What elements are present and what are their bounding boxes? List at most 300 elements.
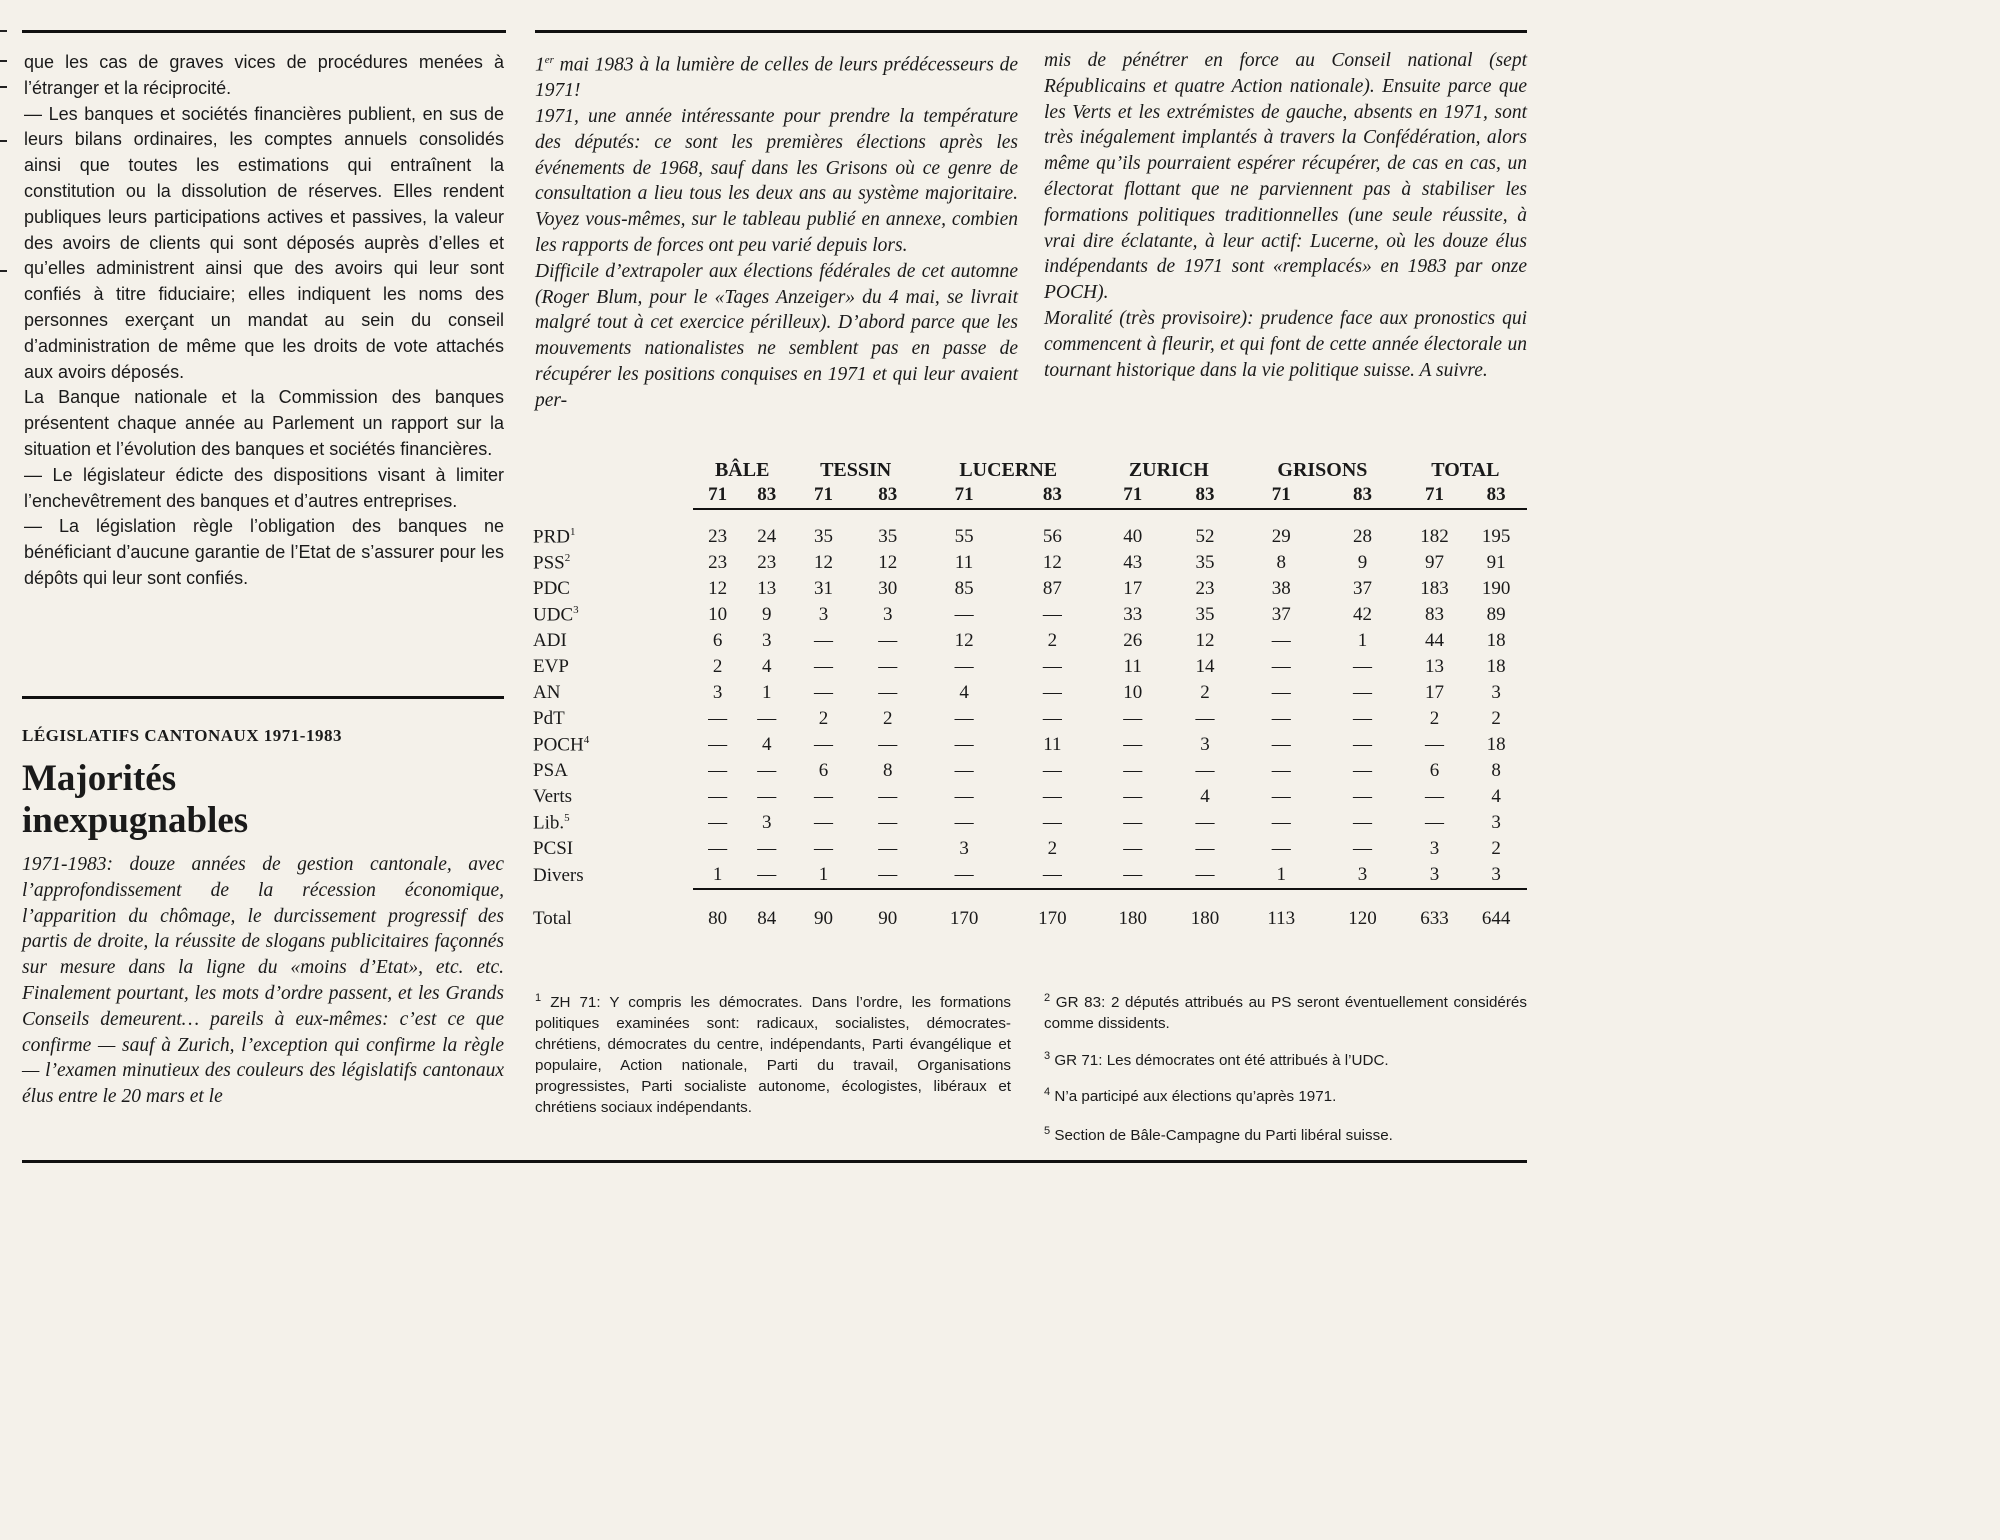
value-cell: 18	[1486, 656, 1506, 677]
value-cell: 11	[954, 552, 974, 573]
party-name: UDC	[533, 604, 574, 626]
middle-paragraph: Difficile d’extrapoler aux élections fédérales de cet automne (Roger Blum, pour le «Tages Anzeiger» du 4 mai, se livrait malgré tout à cet exercice périlleux). D’abord parce que les mouvements nationalistes ne semblent pas en passe de récupérer les positions conquises en 1971 et qui leur avaient per-	[535, 260, 1018, 411]
region-header: TOTAL	[1431, 459, 1500, 481]
value-cell: —	[954, 708, 974, 729]
footnote-text: GR 71: Les démocrates ont été attribués à l’UDC.	[1054, 1052, 1389, 1070]
value-cell: 6	[818, 760, 829, 781]
value-cell: 91	[1486, 552, 1506, 573]
value-cell: 12	[814, 552, 833, 573]
value-cell: 35	[1195, 604, 1215, 625]
value-cell: 87	[1042, 578, 1062, 599]
value-cell: —	[878, 734, 898, 755]
value-cell: —	[1271, 812, 1291, 833]
value-cell: —	[1271, 838, 1291, 859]
party-name: Divers	[533, 864, 584, 886]
party-cell	[533, 576, 693, 602]
left-paragraph: — Les banques et sociétés financières publient, en sus de leurs bilans ordinaires, les comptes annuels consolidés ainsi que toutes les estimations qui entraînent la constitution ou la dissolution de réserves. Elles rendent publiques leurs participations actives et passives, la valeur des avoirs de clients qui sont déposés auprès d’elles et qu’elles administrent ainsi que des avoirs qui leur sont confiés à titre fiduciaire; elles indiquent les noms des personnes exerçant un mandat au sein du conseil d’administration de même que les droits de vote attachés aux avoirs déposés.	[24, 103, 504, 382]
value-cell: 2	[883, 708, 893, 729]
value-cell: 4	[762, 656, 772, 677]
value-cell: 28	[1353, 526, 1373, 547]
value-cell: 3	[762, 812, 772, 833]
value-cell: —	[814, 656, 833, 677]
value-cell: —	[1425, 812, 1444, 833]
spacer-cell	[533, 509, 1527, 524]
year-header: 83	[1465, 482, 1527, 509]
value-cell: 8	[1491, 760, 1501, 781]
right-column	[1044, 48, 1527, 383]
footnote-number: 2	[1044, 992, 1051, 1004]
value-cell: 4	[762, 734, 772, 755]
value-cell: 17	[1123, 578, 1143, 599]
footnote-text: ZH 71: Y compris les démocrates. Dans l’ordre, les formations politiques examinées sont: radicaux, socialistes, démocrates-chrétiens, démocrates du centre, indépendants, Parti évangélique et populaire, Action nationale, Parti du travail, Organisations progressistes, Parti socialiste autonome, écologistes, libéraux et chrétiens sociaux indépendants.	[535, 994, 1011, 1117]
value-cell: 4	[1491, 786, 1501, 807]
margin-mark	[0, 30, 7, 32]
total-cell: 90	[791, 889, 855, 932]
value-cell: 2	[1429, 708, 1440, 729]
year-header: 83	[1321, 482, 1403, 509]
party-name: Verts	[533, 786, 573, 807]
value-cell: 29	[1271, 526, 1291, 547]
value-cell: 85	[954, 578, 974, 599]
table-row	[533, 654, 1527, 680]
value-cell: 89	[1486, 604, 1506, 625]
lead-paragraph: 1971-1983: douze années de gestion cantonale, avec l’approfondissement de la récession économique, l’apparition du chômage, le durcissement progressif des partis de droite, la réussite de slogans publicitaires façonnés sur mesure dans la ligne du «moins d’Etat», etc. etc. Finalement pourtant, les mots d’ordre passent, et les Grands Conseils demeurent… pareils à eux-mêmes: c’est ce que confirme — sauf à Zurich, l’exception qui confirme la règle — l’examen minutieux des couleurs des législatifs cantonaux élus entre le 20 mars et le	[22, 854, 504, 1108]
left-paragraph: que les cas de graves vices de procédures menées à l’étranger et la réciprocité.	[24, 52, 504, 98]
year-header: 83	[856, 482, 920, 509]
value-cell: —	[1042, 708, 1062, 729]
value-cell: —	[1271, 708, 1291, 729]
value-cell: 23	[757, 552, 777, 573]
value-cell: 3	[712, 682, 723, 703]
value-cell: —	[1123, 786, 1143, 807]
value-cell: 42	[1353, 604, 1373, 625]
footnote-text: N’a participé aux élections qu’après 1971.	[1054, 1088, 1337, 1106]
value-cell: 24	[757, 526, 777, 547]
value-cell: 190	[1481, 578, 1511, 599]
value-cell: —	[1042, 760, 1062, 781]
value-cell: 1	[1276, 864, 1286, 885]
value-cell: 195	[1481, 526, 1511, 547]
year-header: 83	[1008, 482, 1096, 509]
value-cell: 52	[1195, 526, 1215, 547]
party-cell	[533, 810, 693, 836]
value-cell: —	[954, 812, 974, 833]
value-cell: 3	[818, 604, 829, 625]
party-name: ADI	[533, 630, 567, 651]
party-name: PSA	[533, 760, 568, 781]
table-row	[533, 628, 1527, 654]
left-column	[24, 50, 504, 592]
table-corner	[533, 482, 693, 509]
value-cell: 55	[954, 526, 974, 547]
party-cell	[533, 836, 693, 862]
value-cell: —	[954, 734, 974, 755]
year-header-row	[533, 482, 1527, 509]
value-cell: —	[1123, 812, 1143, 833]
value-cell: —	[1195, 838, 1215, 859]
value-cell: —	[1042, 682, 1062, 703]
value-cell: —	[757, 760, 777, 781]
party-note: 2	[564, 551, 571, 564]
year-header: 71	[1241, 482, 1321, 509]
value-cell: —	[1195, 812, 1215, 833]
table-corner	[533, 450, 693, 482]
region-header: BÂLE	[714, 459, 770, 481]
value-cell: 38	[1271, 578, 1291, 599]
party-cell	[533, 550, 693, 576]
value-cell: —	[1123, 734, 1143, 755]
value-cell: —	[708, 708, 728, 729]
value-cell: 3	[762, 630, 772, 651]
year-header: 71	[1097, 482, 1169, 509]
value-cell: —	[954, 656, 974, 677]
value-cell: —	[1195, 760, 1215, 781]
region-header: GRISONS	[1277, 459, 1368, 481]
party-name: PCSI	[533, 838, 574, 859]
section-rule	[22, 696, 504, 699]
value-cell: —	[878, 630, 898, 651]
value-cell: 1	[712, 864, 723, 885]
party-name: PSS	[533, 552, 565, 574]
total-cell: 120	[1321, 889, 1403, 932]
results-table	[533, 450, 1527, 932]
value-cell: 13	[757, 578, 777, 599]
date-number: 1	[535, 54, 545, 76]
value-cell: —	[1042, 604, 1062, 625]
value-cell: —	[954, 864, 974, 885]
table-row	[533, 758, 1527, 784]
total-cell: 170	[920, 889, 1008, 932]
margin-mark	[0, 86, 7, 88]
value-cell: —	[1271, 786, 1291, 807]
value-cell: 3	[1491, 682, 1501, 703]
bottom-rule	[22, 1160, 1527, 1163]
value-cell: —	[1123, 760, 1143, 781]
table-row	[533, 810, 1527, 836]
party-cell	[533, 628, 693, 654]
value-cell: —	[708, 786, 728, 807]
value-cell: 4	[959, 682, 969, 703]
footnote-number: 1	[535, 992, 542, 1004]
value-cell: 3	[1491, 812, 1501, 833]
total-cell: 633	[1404, 889, 1466, 932]
value-cell: 12	[1042, 552, 1062, 573]
value-cell: —	[708, 734, 728, 755]
value-cell: 2	[1047, 630, 1058, 651]
value-cell: 35	[878, 526, 898, 547]
value-cell: —	[1425, 734, 1444, 755]
total-row	[533, 889, 1527, 932]
value-cell: —	[1353, 838, 1373, 859]
value-cell: 12	[708, 578, 728, 599]
party-name: PdT	[533, 708, 565, 729]
party-name: Lib.	[533, 812, 565, 834]
value-cell: —	[1123, 864, 1143, 885]
footnote-number: 5	[1044, 1125, 1051, 1138]
table-row	[533, 732, 1527, 758]
value-cell: 12	[1195, 630, 1215, 651]
value-cell: 31	[814, 578, 833, 599]
margin-mark	[0, 140, 7, 142]
value-cell: —	[814, 838, 833, 859]
value-cell: —	[1042, 864, 1062, 885]
value-cell: 182	[1420, 526, 1449, 547]
value-cell: —	[1042, 786, 1062, 807]
middle-paragraph	[535, 48, 1018, 104]
value-cell: —	[954, 760, 974, 781]
value-cell: 40	[1123, 526, 1143, 547]
table-row	[533, 550, 1527, 576]
middle-paragraph: 1971, une année intéressante pour prendre la température des députés: ce sont les premières élections après les événements de 1968, sauf dans les Grisons où ce genre de consultation a lieu tous les deux ans au système majoritaire. Voyez vous-mêmes, sur le tableau publié en annexe, combien les rapports de forces ont peu varié depuis lors.	[535, 106, 1018, 257]
party-cell	[533, 758, 693, 784]
value-cell: —	[708, 760, 728, 781]
value-cell: 23	[708, 526, 728, 547]
value-cell: —	[1271, 734, 1291, 755]
footnotes-right	[1044, 988, 1527, 1146]
footnote	[1044, 1082, 1527, 1107]
value-cell: —	[878, 864, 898, 885]
value-cell: 35	[814, 526, 833, 547]
total-cell: 644	[1465, 889, 1527, 932]
table-row	[533, 524, 1527, 550]
value-cell: —	[1353, 708, 1373, 729]
value-cell: —	[1042, 656, 1062, 677]
value-cell: —	[757, 864, 777, 885]
table-spacer	[533, 509, 1527, 524]
right-paragraph: Moralité (très provisoire): prudence face aux pronostics qui commencent à fleurir, et qui font de cette année électorale un tournant historique dans la vie politique suisse. A suivre.	[1044, 307, 1527, 381]
right-paragraph: mis de pénétrer en force au Conseil national (sept Républicains et quatre Action nationale). Ensuite parce que les Verts et les extrémistes de gauche, absents en 1971, sont très inégalement implantés à travers la Confédération, alors même qu’ils pourraient espérer récupérer, de cas en cas, un électorat flottant que ne parviennent pas à stabiliser les formations politiques traditionnelles (une seule réussite, à vrai dire éclatante, à leur actif: Lucerne, où les douze élus indépendants de 1971 sont «remplacés» en 1983 par onze POCH).	[1044, 50, 1527, 304]
total-cell: 180	[1097, 889, 1169, 932]
value-cell: —	[1271, 630, 1291, 651]
party-name: PDC	[533, 578, 570, 599]
footnote-number: 3	[1044, 1050, 1051, 1063]
table-row	[533, 576, 1527, 602]
value-cell: —	[757, 838, 777, 859]
value-cell: 2	[818, 708, 829, 729]
party-cell	[533, 654, 693, 680]
value-cell: 6	[712, 630, 723, 651]
ordinal-suffix: er	[544, 54, 554, 66]
top-rule-left	[22, 30, 506, 33]
middle-column	[535, 48, 1018, 414]
value-cell: 1	[818, 864, 829, 885]
value-cell: —	[1123, 708, 1143, 729]
value-cell: 3	[883, 604, 893, 625]
footnote	[1044, 988, 1527, 1034]
party-note: 4	[583, 733, 590, 746]
value-cell: 23	[1195, 578, 1215, 599]
value-cell: —	[814, 786, 833, 807]
value-cell: 33	[1123, 604, 1143, 625]
region-header: TESSIN	[820, 459, 892, 481]
year-header: 71	[693, 482, 742, 509]
table-body	[533, 509, 1527, 932]
value-cell: —	[1271, 760, 1291, 781]
value-cell: —	[1195, 708, 1215, 729]
value-cell: 13	[1425, 656, 1444, 677]
value-cell: 11	[1123, 656, 1142, 677]
party-cell	[533, 862, 693, 889]
total-cell: 180	[1169, 889, 1241, 932]
value-cell: 83	[1425, 604, 1444, 625]
party-note: 3	[573, 603, 579, 616]
article-headline: Majorités inexpugnables	[22, 758, 249, 841]
region-header-row	[533, 450, 1527, 482]
value-cell: 35	[1195, 552, 1215, 573]
table-row	[533, 862, 1527, 889]
footnote-number: 4	[1044, 1086, 1051, 1099]
value-cell: —	[1425, 786, 1444, 807]
value-cell: 26	[1123, 630, 1143, 651]
footnote	[1044, 1121, 1527, 1146]
year-header: 71	[1404, 482, 1466, 509]
value-cell: —	[954, 786, 974, 807]
value-cell: —	[757, 786, 777, 807]
value-cell: 3	[1357, 864, 1368, 885]
party-cell	[533, 602, 693, 628]
value-cell: —	[878, 786, 898, 807]
value-cell: 18	[1486, 630, 1506, 651]
table-row	[533, 836, 1527, 862]
value-cell: —	[1042, 812, 1062, 833]
total-cell: 80	[693, 889, 742, 932]
value-cell: 3	[1429, 838, 1440, 859]
value-cell: 2	[712, 656, 723, 677]
year-header: 83	[742, 482, 791, 509]
value-cell: 2	[1200, 682, 1210, 703]
value-cell: —	[1271, 682, 1291, 703]
left-paragraph: — Le législateur édicte des dispositions visant à limiter l’enchevêtrement des banques et d’autres entreprises.	[24, 464, 504, 511]
value-cell: —	[1353, 734, 1373, 755]
value-cell: 2	[1491, 838, 1501, 859]
value-cell: 1	[1357, 630, 1368, 651]
party-cell	[533, 524, 693, 550]
value-cell: —	[878, 656, 898, 677]
value-cell: 2	[1047, 838, 1058, 859]
value-cell: —	[708, 812, 728, 833]
value-cell: 18	[1486, 734, 1506, 755]
party-cell	[533, 732, 693, 758]
value-cell: —	[814, 630, 833, 651]
article-lead	[22, 852, 504, 1110]
value-cell: 44	[1425, 630, 1444, 651]
value-cell: —	[878, 812, 898, 833]
value-cell: —	[1271, 656, 1291, 677]
value-cell: 56	[1042, 526, 1062, 547]
region-header: ZURICH	[1128, 459, 1209, 481]
margin-mark	[0, 60, 7, 62]
party-name: AN	[533, 682, 561, 703]
total-cell: 170	[1008, 889, 1096, 932]
value-cell: 6	[1429, 760, 1440, 781]
margin-mark	[0, 270, 7, 272]
value-cell: —	[954, 604, 974, 625]
party-cell	[533, 680, 693, 706]
article-heading	[22, 726, 506, 842]
total-label: Total	[533, 908, 572, 929]
value-cell: 37	[1271, 604, 1291, 625]
table-row	[533, 602, 1527, 628]
value-cell: —	[1353, 812, 1373, 833]
left-paragraph: — La législation règle l’obligation des banques ne bénéficiant d’aucune garantie de l’Etat de s’assurer pour les dépôts qui leur sont confiés.	[24, 516, 504, 588]
top-rule-right	[535, 30, 1527, 33]
value-cell: —	[1353, 786, 1373, 807]
value-cell: 11	[1043, 734, 1062, 755]
value-cell: 8	[883, 760, 893, 781]
value-cell: —	[814, 734, 833, 755]
value-cell: —	[878, 838, 898, 859]
year-header: 83	[1169, 482, 1241, 509]
value-cell: 9	[762, 604, 772, 625]
value-cell: —	[1353, 760, 1373, 781]
value-cell: —	[1123, 838, 1143, 859]
value-cell: 8	[1276, 552, 1286, 573]
value-cell: —	[1195, 864, 1215, 885]
region-header: LUCERNE	[959, 459, 1058, 481]
footnote-text: Section de Bâle-Campagne du Parti libéral suisse.	[1054, 1127, 1393, 1145]
value-cell: 30	[878, 578, 898, 599]
total-cell: 90	[856, 889, 920, 932]
value-cell: 12	[878, 552, 898, 573]
value-cell: 14	[1195, 656, 1215, 677]
value-cell: —	[708, 838, 728, 859]
middle-text: mai 1983 à la lumière de celles de leurs prédécesseurs de 1971!	[535, 54, 1018, 102]
value-cell: —	[757, 708, 777, 729]
table-row	[533, 680, 1527, 706]
value-cell: 1	[762, 682, 772, 703]
value-cell: —	[1353, 682, 1373, 703]
value-cell: —	[1353, 656, 1373, 677]
footnotes-left	[535, 988, 1011, 1118]
value-cell: 23	[708, 552, 728, 573]
party-name: PRD	[533, 526, 570, 548]
value-cell: 3	[1200, 734, 1210, 755]
party-note: 1	[569, 525, 576, 538]
value-cell: 43	[1123, 552, 1143, 573]
footnote	[535, 988, 1011, 1118]
value-cell: 3	[959, 838, 969, 859]
value-cell: 10	[1123, 682, 1143, 703]
value-cell: —	[814, 812, 833, 833]
party-cell	[533, 784, 693, 810]
footnote-text: GR 83: 2 députés attribués au PS seront éventuellement considérés comme dissidents.	[1044, 994, 1527, 1033]
value-cell: —	[878, 682, 898, 703]
value-cell: 3	[1491, 864, 1501, 885]
party-cell	[533, 706, 693, 732]
year-header: 71	[920, 482, 1008, 509]
value-cell: 183	[1420, 578, 1449, 599]
value-cell: 10	[708, 604, 728, 625]
value-cell: 37	[1353, 578, 1373, 599]
value-cell: 12	[954, 630, 974, 651]
value-cell: 4	[1200, 786, 1210, 807]
article-kicker: LÉGISLATIFS CANTONAUX 1971-1983	[22, 726, 342, 745]
year-header: 71	[791, 482, 855, 509]
value-cell: 97	[1425, 552, 1444, 573]
total-cell: 84	[742, 889, 791, 932]
value-cell: 3	[1429, 864, 1440, 885]
left-paragraph: La Banque nationale et la Commission des banques présentent chaque année au Parlement un rapport sur la situation et l’évolution des banques et sociétés financières.	[24, 387, 504, 459]
table-row	[533, 706, 1527, 732]
value-cell: 17	[1425, 682, 1444, 703]
value-cell: 9	[1357, 552, 1368, 573]
total-cell: 113	[1241, 889, 1321, 932]
footnote	[1044, 1046, 1527, 1071]
party-name: POCH	[533, 734, 584, 756]
value-cell: —	[814, 682, 833, 703]
party-name: EVP	[533, 656, 569, 677]
table-row	[533, 784, 1527, 810]
